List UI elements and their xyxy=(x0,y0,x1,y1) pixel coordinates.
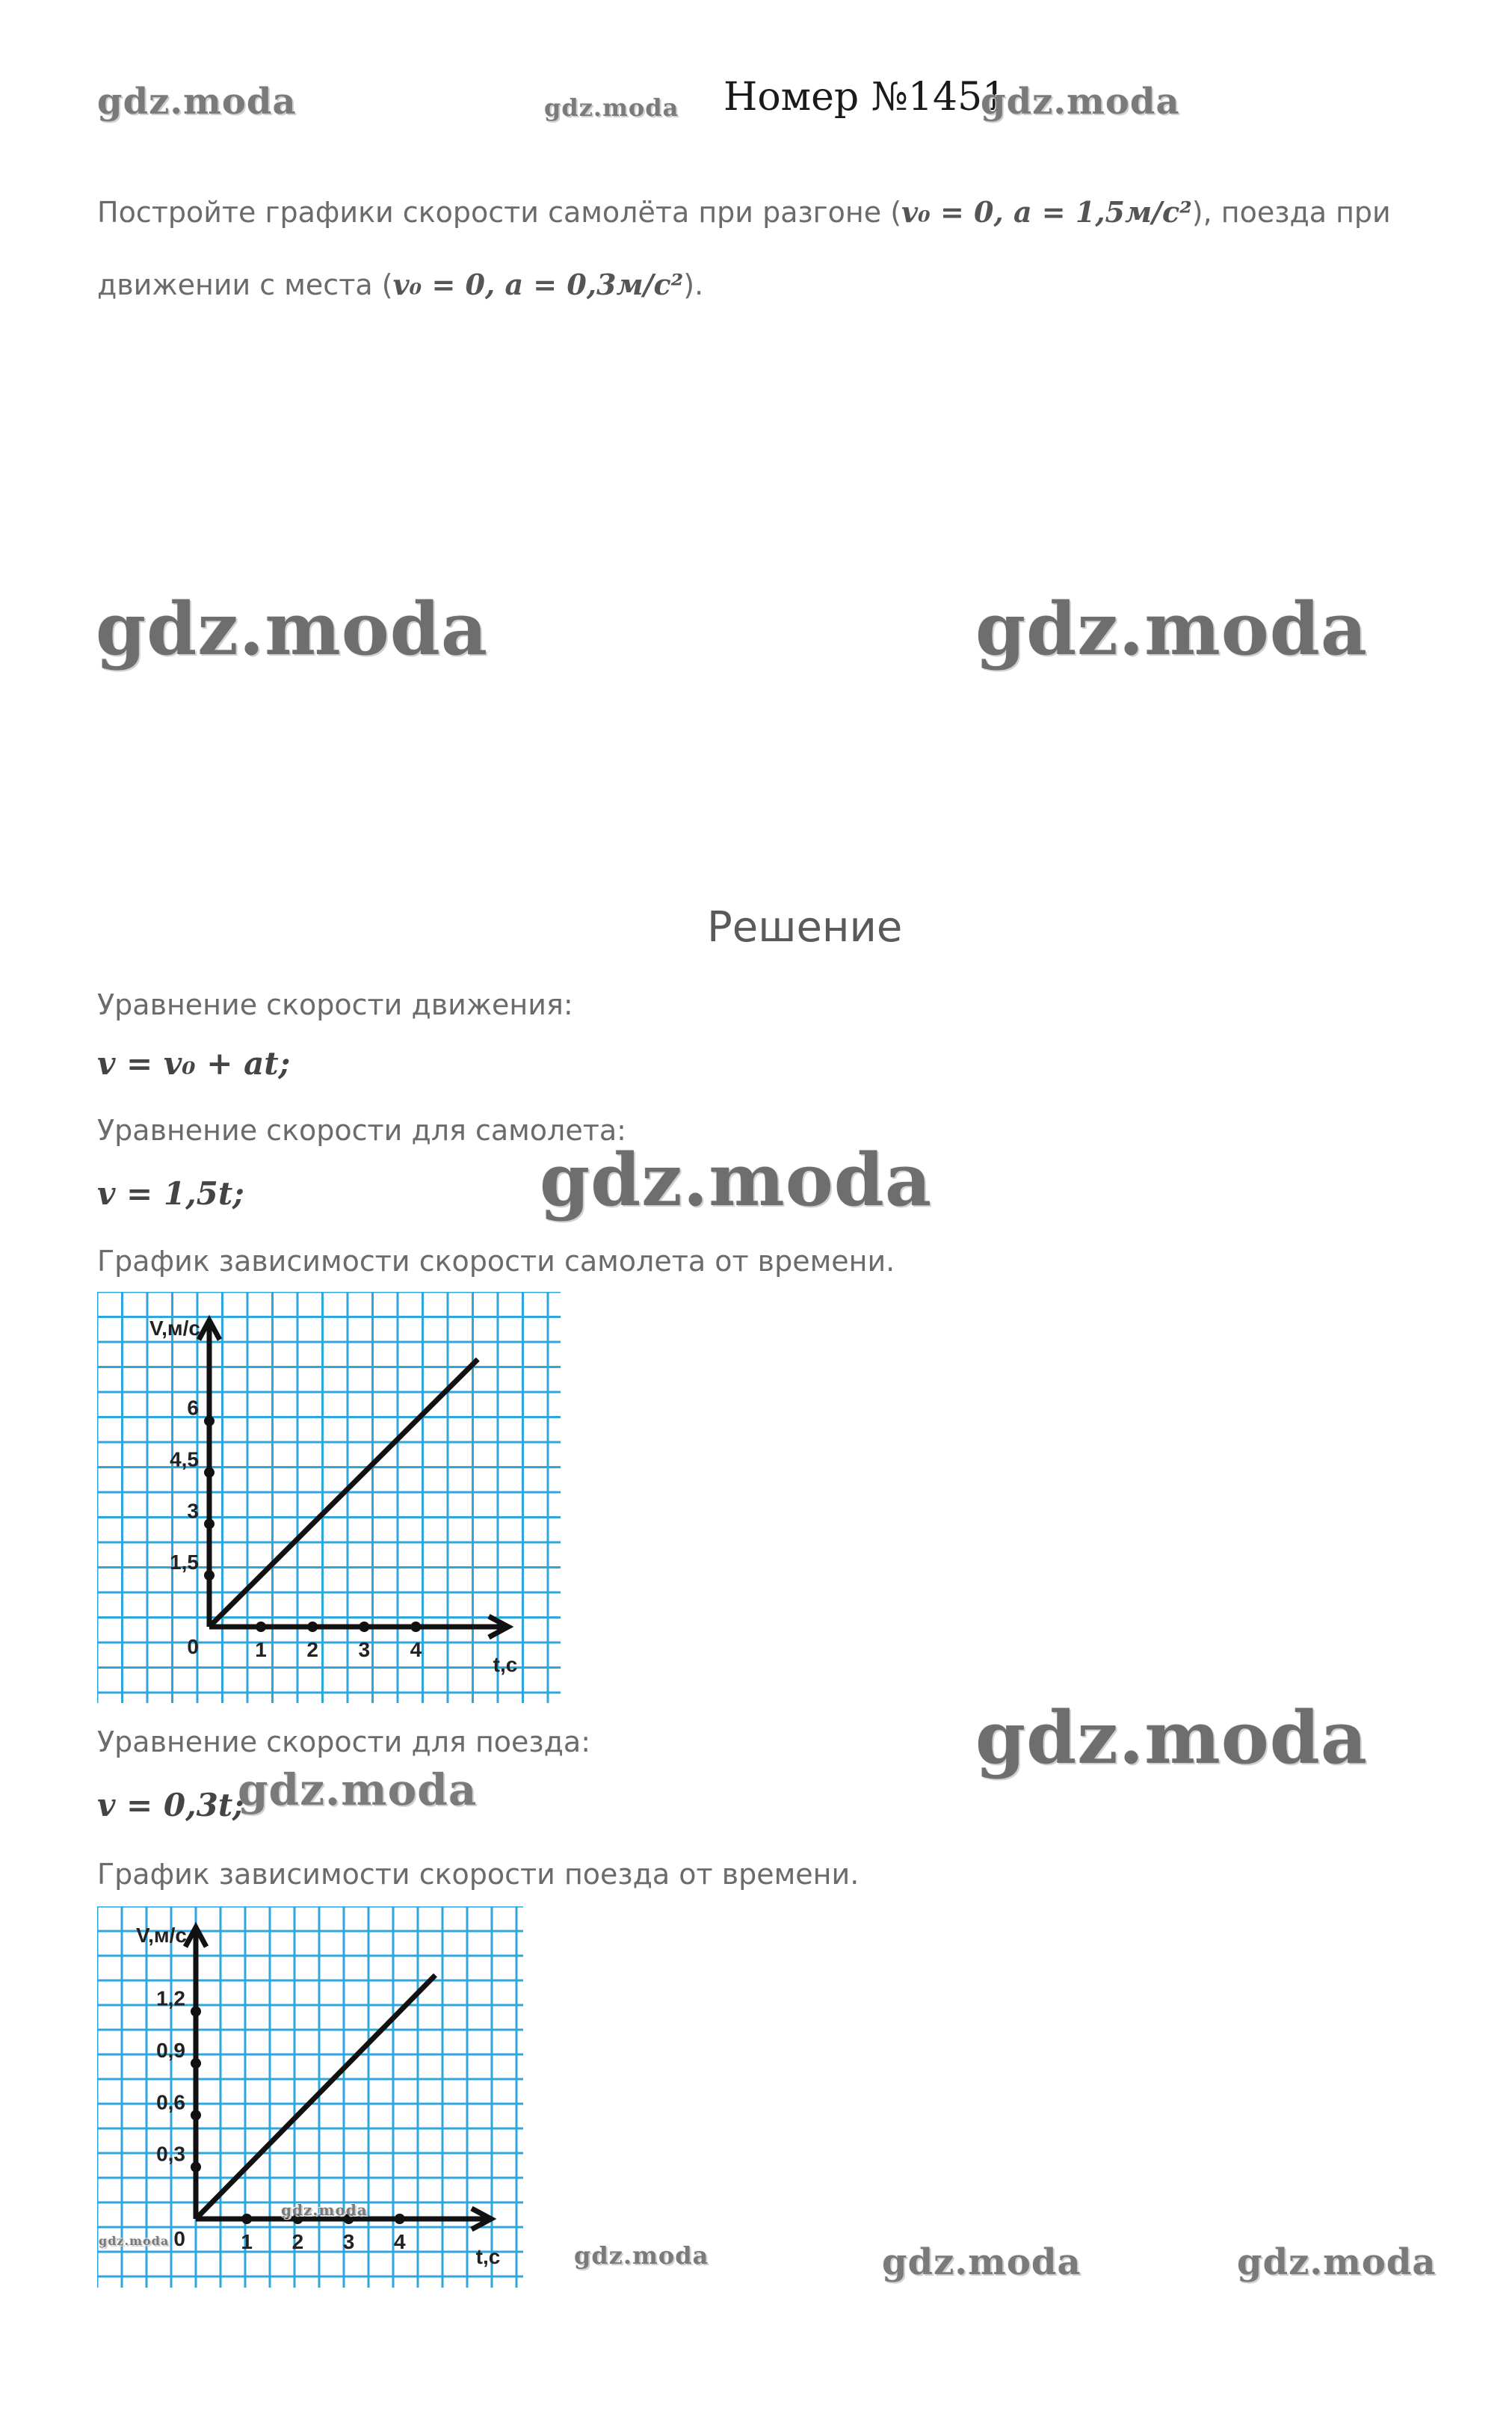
watermark: gdz.moda xyxy=(99,2234,170,2248)
x-axis-label: t,c xyxy=(493,1653,518,1676)
x-tick-label: 2 xyxy=(306,1638,318,1661)
watermark: gdz.moda xyxy=(96,587,489,671)
y-axis-label: V,м/с xyxy=(149,1317,200,1340)
origin-label: 0 xyxy=(187,1635,199,1658)
y-tick-label: 4,5 xyxy=(170,1447,199,1471)
equation: v = v₀ + at; xyxy=(97,1045,291,1082)
y-tick-point xyxy=(204,1468,215,1478)
watermark: gdz.moda xyxy=(574,2241,709,2270)
y-tick-label: 0,6 xyxy=(156,2090,185,2114)
watermark: gdz.moda xyxy=(544,93,679,122)
y-tick-label: 0,9 xyxy=(156,2038,185,2062)
watermark: gdz.moda xyxy=(540,1138,933,1222)
train-equation-label: Уравнение скорости для поезда: xyxy=(97,1725,590,1758)
y-tick-point xyxy=(191,2110,201,2120)
y-tick-point xyxy=(191,2007,201,2017)
y-tick-label: 3 xyxy=(187,1499,199,1523)
x-tick-point xyxy=(395,2214,405,2224)
plane-equation-label: Уравнение скорости для самолета: xyxy=(97,1114,626,1147)
y-tick-point xyxy=(204,1518,215,1529)
x-tick-label: 2 xyxy=(291,2230,304,2253)
x-tick-label: 3 xyxy=(342,2230,355,2253)
watermark: gdz.moda xyxy=(882,2241,1081,2283)
y-tick-point xyxy=(191,2058,201,2069)
equation-label: Уравнение скорости движения: xyxy=(97,988,573,1021)
x-tick-label: 4 xyxy=(410,1638,422,1661)
watermark: gdz.moda xyxy=(97,81,297,123)
x-tick-point xyxy=(307,1622,318,1632)
x-tick-label: 1 xyxy=(241,2230,253,2253)
task-text: Постройте графики скорости самолёта при разгоне ( xyxy=(97,196,902,229)
y-tick-label: 1,2 xyxy=(156,1986,185,2010)
watermark: gdz.moda xyxy=(238,1764,478,1815)
x-tick-point xyxy=(359,1622,369,1632)
y-tick-label: 0,3 xyxy=(156,2142,185,2166)
task-formula: v₀ = 0, a = 1,5м/с² xyxy=(901,195,1192,229)
y-tick-point xyxy=(204,1570,215,1580)
train-equation: v = 0,3t; xyxy=(97,1787,244,1823)
plane-graph-label: График зависимости скорости самолета от времени. xyxy=(97,1245,895,1278)
origin-label: 0 xyxy=(173,2227,185,2250)
watermark: gdz.moda xyxy=(1237,2241,1437,2283)
plane-equation: v = 1,5t; xyxy=(97,1175,244,1212)
y-tick-point xyxy=(204,1416,215,1426)
task-text: движении с места ( xyxy=(97,268,393,301)
y-tick-label: 1,5 xyxy=(170,1551,199,1574)
page-title: Номер №1451 xyxy=(723,75,1008,120)
watermark: gdz.moda xyxy=(981,81,1180,123)
x-tick-label: 3 xyxy=(358,1638,371,1661)
task-formula: v₀ = 0, a = 0,3м/с² xyxy=(392,268,684,301)
task-line-2 xyxy=(97,268,704,301)
train-graph-label: График зависимости скорости поезда от времени. xyxy=(97,1858,860,1891)
task-line-1 xyxy=(97,195,1391,229)
y-tick-point xyxy=(191,2162,201,2173)
watermark: gdz.moda xyxy=(975,1696,1368,1780)
task-text: ). xyxy=(683,268,704,301)
x-tick-point xyxy=(256,1622,266,1632)
x-tick-label: 1 xyxy=(255,1638,267,1661)
watermark: gdz.moda xyxy=(281,2201,368,2219)
plane-velocity-chart xyxy=(97,1292,576,1711)
watermark: gdz.moda xyxy=(975,587,1368,671)
solution-heading: Решение xyxy=(707,903,903,952)
x-tick-point xyxy=(410,1622,421,1632)
task-text: ), поезда при xyxy=(1191,196,1391,229)
x-axis-label: t,c xyxy=(475,2245,501,2268)
y-tick-label: 6 xyxy=(187,1396,199,1420)
x-tick-point xyxy=(241,2214,252,2224)
y-axis-label: V,м/с xyxy=(136,1924,187,1947)
x-tick-label: 4 xyxy=(393,2230,406,2253)
